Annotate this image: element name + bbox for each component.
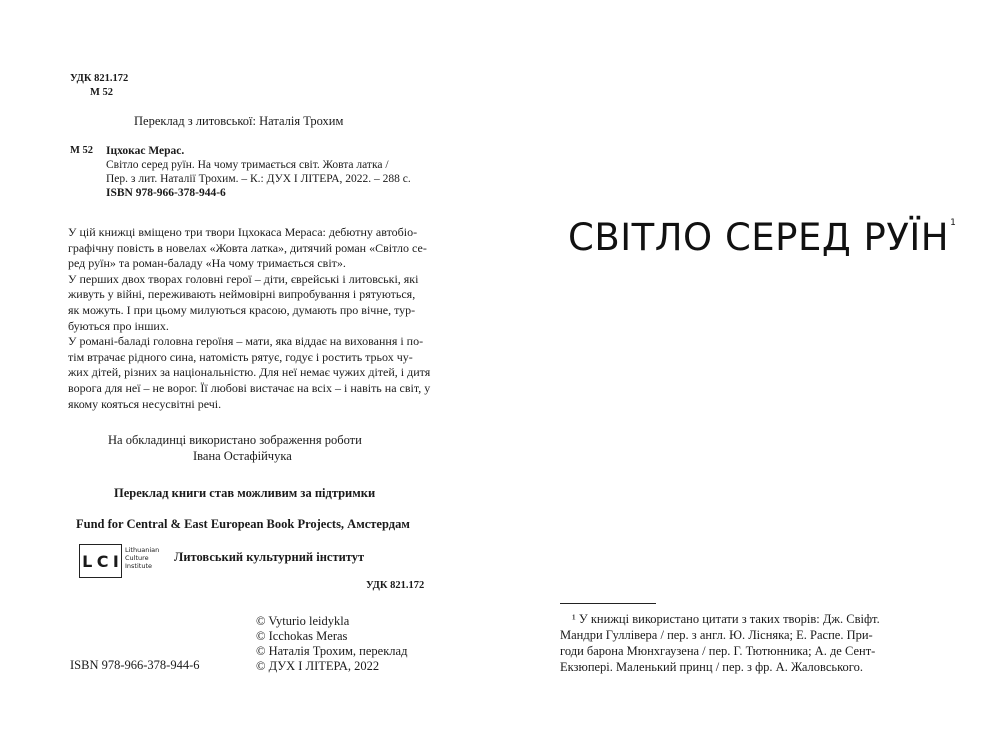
- annotation-line: У романі-баладі головна героїня – мати, яка віддає на виховання і по-: [68, 334, 424, 349]
- lci-logo: [79, 544, 166, 578]
- logo-caption-line: Institute: [125, 562, 152, 570]
- lci-logo-mark: [79, 544, 122, 578]
- udk-code-bottom: УДК 821.172: [366, 580, 425, 591]
- fund-line: Fund for Central & East European Book Projects, Амстердам: [76, 517, 410, 531]
- logo-caption-line: Lithuanian: [125, 546, 160, 554]
- annotation-line: ворога для неї – не ворог. Її любові вистачає на всіх – і навіть на світ, у: [68, 380, 431, 395]
- copyright-line: © Наталія Трохим, переклад: [256, 644, 408, 658]
- isbn-bottom: ISBN 978-966-378-944-6: [70, 658, 200, 672]
- cover-artist: Івана Остафійчука: [193, 449, 292, 463]
- logo-letter: C: [96, 551, 109, 571]
- author-mark-top: М 52: [90, 87, 114, 98]
- annotation-line: живуть у війні, переживають неймовірні випробування і рятуються,: [68, 287, 416, 302]
- biblio-code: М 52: [70, 145, 94, 156]
- book-title: [568, 216, 956, 259]
- annotation-line: як можуть. І при цьому милуються красою, думають про вічне, тур-: [68, 302, 416, 317]
- logo-caption-line: Culture: [125, 554, 149, 562]
- institute-name: Литовський культурний інститут: [174, 550, 365, 564]
- footnote-line: Мандри Гуллівера / пер. з англ. Ю. Лісняка; Е. Распе. При-: [560, 628, 873, 642]
- annotation-line: тім втрачає рідного сина, натомість рятує, годує і ростить трьох чу-: [68, 349, 413, 364]
- biblio-line: Світло серед руїн. На чому тримається світ. Жовта латка /: [106, 159, 389, 171]
- book-title-text: СВІТЛО СЕРЕД РУЇН: [568, 216, 950, 259]
- footnote-line: ¹ У книжці використано цитати з таких творів: Дж. Свіфт.: [572, 612, 880, 626]
- annotation-line: жих дітей, різних за національністю. Для неї немає чужих дітей, і дитя: [68, 365, 431, 380]
- footnote: [560, 611, 920, 675]
- annotation-line: якому кояться несусвітні речі.: [68, 396, 222, 411]
- annotation-line: У перших двох творах головні герої – діти, єврейські і литовські, які: [68, 271, 419, 286]
- biblio-author: Іцхокас Мерас.: [106, 145, 185, 157]
- annotation-line: буються про інших.: [68, 318, 169, 333]
- annotation-line: графічну повість в новелах «Жовта латка», дитячий роман «Світло се-: [68, 240, 427, 255]
- right-page: [492, 0, 984, 754]
- footnote-rule: [560, 603, 656, 604]
- copyright-line: © Vyturio leidykla: [256, 614, 350, 628]
- annotation: [68, 225, 431, 412]
- footnote-line: годи барона Мюнхгаузена / пер. Г. Тютюнника; А. де Сент-: [560, 644, 876, 658]
- footnote-line: Екзюпері. Маленький принц / пер. з фр. А. Жаловського.: [560, 660, 863, 674]
- biblio-line: Пер. з лит. Наталії Трохим. – К.: ДУХ І ЛІТЕРА, 2022. – 288 с.: [106, 173, 411, 185]
- logo-letter: I: [112, 551, 119, 571]
- cover-credit: На обкладинці використано зображення роботи: [108, 433, 362, 447]
- translation-credit: Переклад з литовської: Наталія Трохим: [134, 114, 344, 128]
- annotation-line: У цій книжці вміщено три твори Іцхокаса Мераса: дебютну автобіо-: [68, 225, 418, 239]
- support-line: Переклад книги став можливим за підтримки: [114, 486, 376, 500]
- udk-code-top: УДК 821.172: [70, 73, 129, 84]
- footnote-mark: 1: [950, 218, 957, 228]
- annotation-line: ред руїн» та роман-баладу «На чому тримається світ».: [68, 256, 346, 271]
- biblio-isbn: ISBN 978-966-378-944-6: [106, 187, 226, 199]
- copyright-line: © ДУХ І ЛІТЕРА, 2022: [256, 659, 380, 673]
- logo-letter: L: [82, 551, 93, 571]
- copyright-line: © Icchokas Meras: [256, 629, 348, 643]
- lci-logo-caption: [125, 546, 159, 570]
